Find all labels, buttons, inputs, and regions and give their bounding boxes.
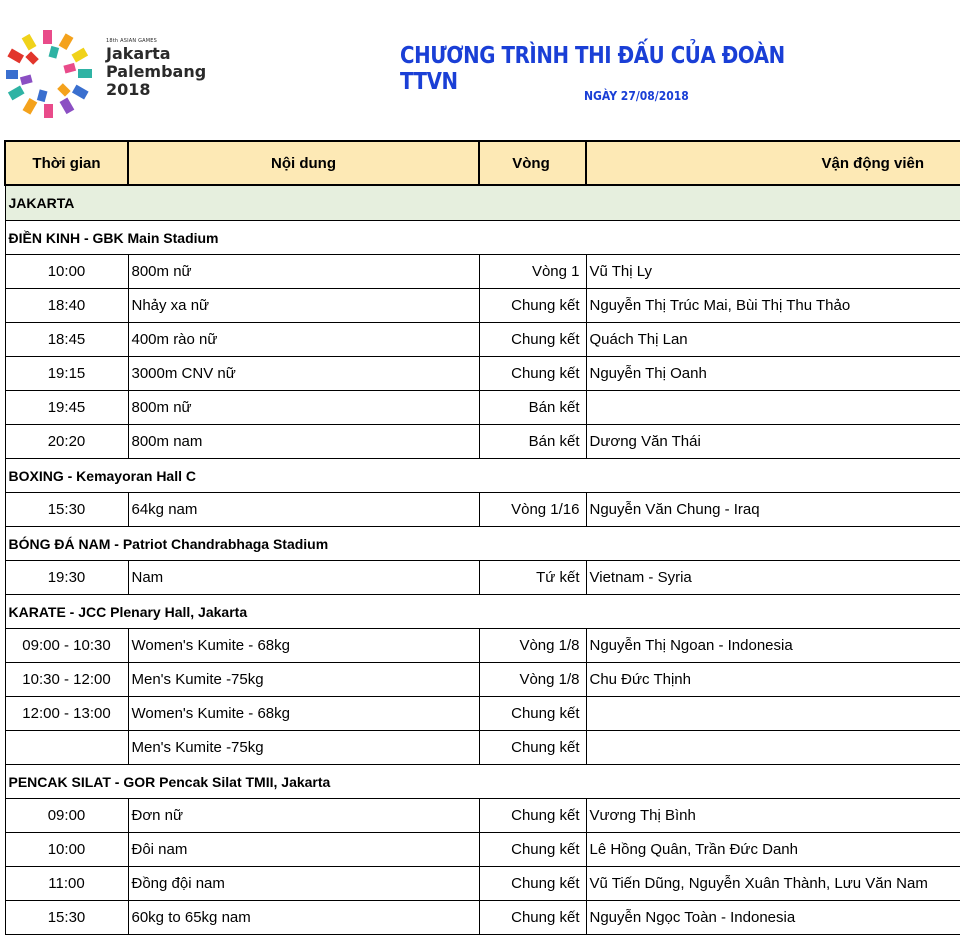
cell-time: 18:40 bbox=[5, 289, 128, 323]
table-row bbox=[5, 357, 960, 391]
logo-subtitle: 18th ASIAN GAMES bbox=[106, 38, 158, 44]
column-header-time: Thời gian bbox=[5, 141, 128, 185]
venue-row bbox=[5, 221, 960, 255]
venue-label: KARATE - JCC Plenary Hall, Jakarta bbox=[5, 595, 960, 629]
logo-line-palembang: Palembang bbox=[106, 62, 207, 81]
table-row bbox=[5, 493, 960, 527]
cell-round: Vòng 1/8 bbox=[479, 663, 586, 697]
venue-label: BÓNG ĐÁ NAM - Patriot Chandrabhaga Stadium bbox=[5, 527, 960, 561]
cell-athletes: Vương Thị Bình bbox=[586, 799, 960, 833]
cell-round: Chung kết bbox=[479, 731, 586, 765]
cell-time: 15:30 bbox=[5, 901, 128, 935]
venue-row bbox=[5, 595, 960, 629]
cell-event: 400m rào nữ bbox=[128, 323, 479, 357]
cell-round: Vòng 1/8 bbox=[479, 629, 586, 663]
cell-event: 3000m CNV nữ bbox=[128, 357, 479, 391]
cell-round: Bán kết bbox=[479, 391, 586, 425]
venue-label: PENCAK SILAT - GOR Pencak Silat TMII, Jakarta bbox=[5, 765, 960, 799]
table-row bbox=[5, 255, 960, 289]
table-row bbox=[5, 323, 960, 357]
cell-round: Chung kết bbox=[479, 323, 586, 357]
cell-athletes: Nguyễn Thị Trúc Mai, Bùi Thị Thu Thảo bbox=[586, 289, 960, 323]
cell-event: 64kg nam bbox=[128, 493, 479, 527]
cell-event: Men's Kumite -75kg bbox=[128, 731, 479, 765]
cell-time: 20:20 bbox=[5, 425, 128, 459]
cell-time: 09:00 bbox=[5, 799, 128, 833]
cell-time: 15:30 bbox=[5, 493, 128, 527]
cell-athletes: Nguyễn Thị Ngoan - Indonesia bbox=[586, 629, 960, 663]
cell-event: Men's Kumite -75kg bbox=[128, 663, 479, 697]
table-row bbox=[5, 425, 960, 459]
cell-time: 12:00 - 13:00 bbox=[5, 697, 128, 731]
cell-round: Vòng 1 bbox=[479, 255, 586, 289]
cell-time bbox=[5, 731, 128, 765]
column-header-athletes: Vận động viên bbox=[586, 141, 960, 185]
cell-athletes: Vietnam - Syria bbox=[586, 561, 960, 595]
cell-round: Chung kết bbox=[479, 697, 586, 731]
table-row bbox=[5, 867, 960, 901]
cell-athletes bbox=[586, 731, 960, 765]
page-title: CHƯƠNG TRÌNH THI ĐẤU CỦA ĐOÀN TTVN bbox=[400, 43, 785, 95]
column-header-round: Vòng bbox=[479, 141, 586, 185]
table-row bbox=[5, 391, 960, 425]
cell-time: 19:45 bbox=[5, 391, 128, 425]
cell-round: Chung kết bbox=[479, 867, 586, 901]
cell-event: Women's Kumite - 68kg bbox=[128, 697, 479, 731]
table-row bbox=[5, 731, 960, 765]
table-row bbox=[5, 561, 960, 595]
cell-round: Tứ kết bbox=[479, 561, 586, 595]
cell-athletes: Dương Văn Thái bbox=[586, 425, 960, 459]
logo-line-year: 2018 bbox=[106, 80, 151, 99]
cell-athletes: Nguyễn Ngọc Toàn - Indonesia bbox=[586, 901, 960, 935]
cell-athletes: Nguyễn Thị Oanh bbox=[586, 357, 960, 391]
table-row bbox=[5, 901, 960, 935]
cell-event: 800m nam bbox=[128, 425, 479, 459]
cell-event: Đơn nữ bbox=[128, 799, 479, 833]
cell-time: 19:15 bbox=[5, 357, 128, 391]
cell-time: 10:00 bbox=[5, 833, 128, 867]
cell-event: Đôi nam bbox=[128, 833, 479, 867]
venue-row bbox=[5, 459, 960, 493]
asian-games-logo-icon bbox=[6, 22, 96, 122]
cell-time: 18:45 bbox=[5, 323, 128, 357]
cell-round: Bán kết bbox=[479, 425, 586, 459]
cell-round: Chung kết bbox=[479, 357, 586, 391]
table-row bbox=[5, 833, 960, 867]
cell-round: Vòng 1/16 bbox=[479, 493, 586, 527]
cell-event: 800m nữ bbox=[128, 391, 479, 425]
cell-round: Chung kết bbox=[479, 799, 586, 833]
cell-time: 09:00 - 10:30 bbox=[5, 629, 128, 663]
table-row bbox=[5, 289, 960, 323]
table-row bbox=[5, 629, 960, 663]
table-row bbox=[5, 663, 960, 697]
cell-event: 800m nữ bbox=[128, 255, 479, 289]
table-row bbox=[5, 799, 960, 833]
venue-row bbox=[5, 765, 960, 799]
cell-athletes: Chu Đức Thịnh bbox=[586, 663, 960, 697]
cell-round: Chung kết bbox=[479, 289, 586, 323]
cell-time: 19:30 bbox=[5, 561, 128, 595]
cell-event: Nam bbox=[128, 561, 479, 595]
cell-athletes: Lê Hồng Quân, Trần Đức Danh bbox=[586, 833, 960, 867]
cell-time: 10:30 - 12:00 bbox=[5, 663, 128, 697]
cell-athletes: Quách Thị Lan bbox=[586, 323, 960, 357]
cell-athletes bbox=[586, 391, 960, 425]
cell-time: 11:00 bbox=[5, 867, 128, 901]
schedule-date: NGÀY 27/08/2018 bbox=[584, 89, 689, 103]
venue-label: BOXING - Kemayoran Hall C bbox=[5, 459, 960, 493]
cell-round: Chung kết bbox=[479, 901, 586, 935]
cell-athletes: Nguyễn Văn Chung - Iraq bbox=[586, 493, 960, 527]
column-header-event: Nội dung bbox=[128, 141, 479, 185]
table-header-row bbox=[5, 141, 960, 185]
logo-line-jakarta: Jakarta bbox=[106, 44, 171, 63]
cell-event: Đồng đội nam bbox=[128, 867, 479, 901]
cell-event: 60kg to 65kg nam bbox=[128, 901, 479, 935]
logo-wordmark bbox=[106, 38, 236, 99]
schedule-table bbox=[4, 140, 960, 935]
table-row bbox=[5, 697, 960, 731]
cell-athletes bbox=[586, 697, 960, 731]
cell-athletes: Vũ Tiến Dũng, Nguyễn Xuân Thành, Lưu Văn Nam bbox=[586, 867, 960, 901]
schedule-body bbox=[5, 185, 960, 935]
cell-athletes: Vũ Thị Ly bbox=[586, 255, 960, 289]
cell-event: Women's Kumite - 68kg bbox=[128, 629, 479, 663]
cell-event: Nhảy xa nữ bbox=[128, 289, 479, 323]
cell-round: Chung kết bbox=[479, 833, 586, 867]
cell-time: 10:00 bbox=[5, 255, 128, 289]
city-row bbox=[5, 185, 960, 221]
city-label: JAKARTA bbox=[5, 185, 960, 221]
venue-label: ĐIỀN KINH - GBK Main Stadium bbox=[5, 221, 960, 255]
venue-row bbox=[5, 527, 960, 561]
